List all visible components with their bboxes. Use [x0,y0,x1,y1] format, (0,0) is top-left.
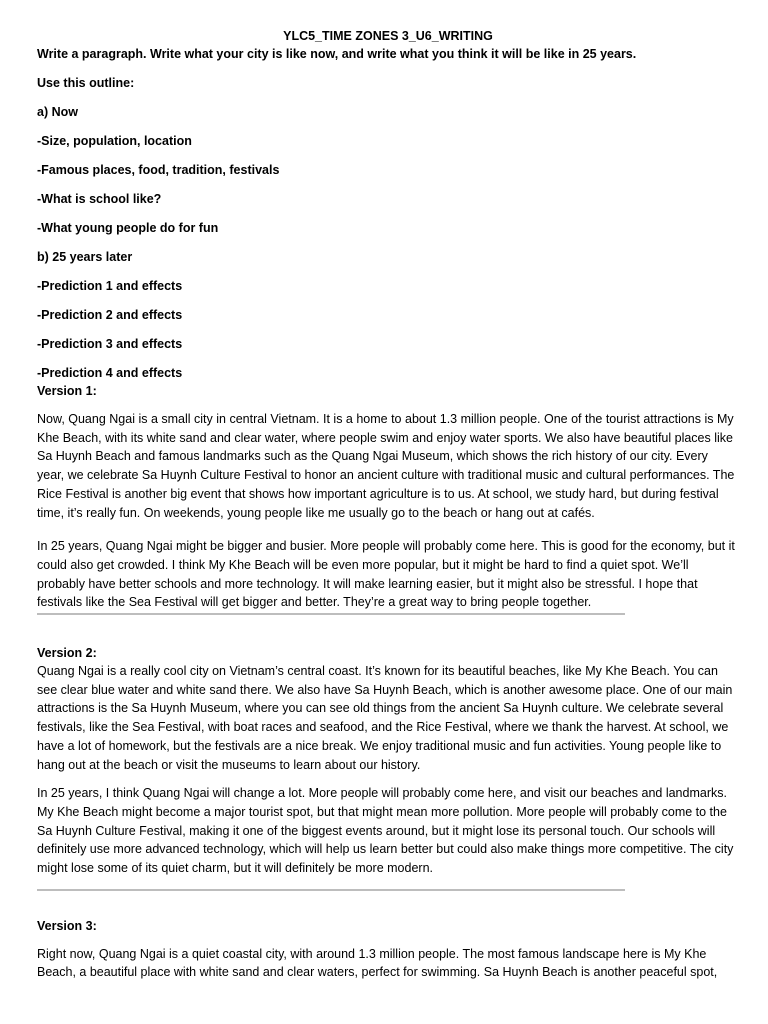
outline-item: -Size, population, location [37,134,192,148]
version-1-future-paragraph: In 25 years, Quang Ngai might be bigger and busier. More people will probably come here. This is good for the economy, but it could also get crowded. I think My Khe Beach will be even more popular, but it might be hard to find a quiet spot. We’ll probably have better schools and more technology. It will make learning easier, but it might also be stressful. I hope that festivals like the Sea Festival will get bigger and better. They’re a great way to bring people together. [37,539,735,610]
outline-item: -What is school like? [37,192,162,206]
outline-intro: Use this outline: [37,76,135,90]
outline-item: a) Now [37,105,78,119]
outline-item: -Prediction 3 and effects [37,337,183,351]
version-3-now-paragraph: Right now, Quang Ngai is a quiet coastal city, with around 1.3 million people. The most famous landscape here is My Khe Beach, a beautiful place with white sand and clear waters, perfect for swimming. Sa Huynh Beach is another peaceful spot, [37,946,718,980]
section-divider [37,889,625,891]
document-page [37,27,737,982]
version-1-now-paragraph: Now, Quang Ngai is a small city in central Vietnam. It is a home to about 1.3 million people. One of the tourist attractions is My Khe Beach, with its white sand and clear water, where people swim and enjoy water sports. We also have beautiful places like Sa Huynh Beach and famous landmarks such as the Quang Ngai Museum, which shows the rich history of our city. Every year, we celebrate Sa Huynh Culture Festival to honor an ancient culture with traditional music and cultural performances. The Rice Festival is another big event that shows how important agriculture is to us. At school, we study hard, but during festival time, it’s really fun. On weekends, young people like me usually go to the beach or hang out at cafés. [37,412,735,520]
instruction: Write a paragraph. Write what your city is like now, and write what you think it will be like in 25 years. [37,47,637,61]
outline-item: -Prediction 2 and effects [37,308,183,322]
outline-item: b) 25 years later [37,250,133,264]
outline-item: -Prediction 1 and effects [37,279,183,293]
version-2-heading: Version 2: [37,646,97,661]
version-2-future-paragraph: In 25 years, I think Quang Ngai will change a lot. More people will probably come here, and visit our beaches and landmarks. My Khe Beach might become a major tourist spot, but that might mean more pollution. More people will probably come to the Sa Huynh Culture Festival, making it one of the biggest events around, but it might lose its personal touch. Our schools will definitely use more advanced technology, which will help us learn better but could also make things more competitive. The city might lose some of its quiet charm, but it will definitely be more modern. [37,786,734,876]
document-title: YLC5_TIME ZONES 3_U6_WRITING [283,29,493,43]
version-1-heading: Version 1: [37,384,97,398]
version-2-now-paragraph: Quang Ngai is a really cool city on Vietnam’s central coast. It’s known for its beautiful beaches, like My Khe Beach. You can see clear blue water and white sand there. We also have Sa Huynh Beach, which is another awesome place. One of our main attractions is the Sa Huynh Museum, where you can see old things from the ancient Sa Huynh culture. We celebrate several festivals, like the Sea Festival, with boat races and seafood, and the Rice Festival, where we thank the harvest. At school, we have a lot of homework, but the festivals are a nice break. We enjoy traditional music and fun activities. Young people like to hang out at the beach or visit the museums to learn about our history. [37,664,733,772]
outline-item: -Prediction 4 and effects [37,366,183,380]
version-3-heading: Version 3: [37,918,97,933]
outline-item: -What young people do for fun [37,221,219,235]
outline-item: -Famous places, food, tradition, festivals [37,163,280,177]
section-divider [37,613,625,615]
